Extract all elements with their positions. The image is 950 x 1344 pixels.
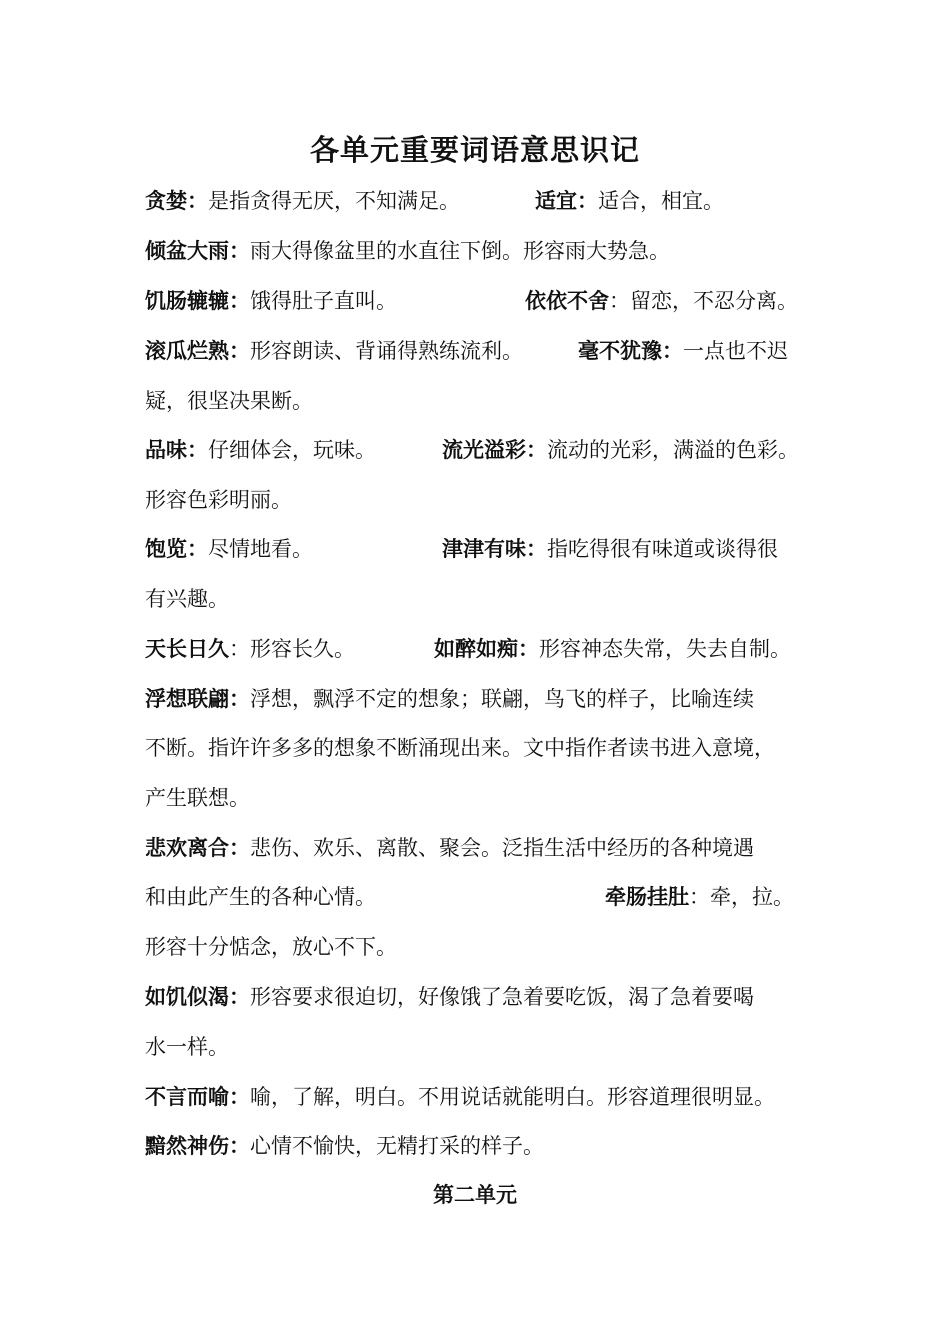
term-label: 滚瓜烂熟： — [145, 338, 250, 363]
entry-line — [145, 236, 670, 266]
entry-second-column — [434, 634, 791, 664]
term-label: 牵肠挂肚 — [605, 884, 689, 909]
term-label: 流光溢彩： — [442, 437, 547, 462]
entry-line — [145, 634, 791, 664]
section-heading: 第二单元 — [433, 1182, 517, 1207]
term-label: 如醉如痴： — [434, 636, 539, 661]
entry-line — [145, 435, 799, 465]
entry-second-column — [605, 882, 794, 912]
entry-continuation: 水一样。 — [145, 1035, 229, 1059]
term-label: 毫不犹豫： — [578, 338, 683, 363]
term-definition: 浮想，飘浮不定的想象；联翩，鸟飞的样子，比喻连续 — [250, 687, 754, 711]
term-label: 浮想联翩： — [145, 686, 250, 711]
term-definition: ：形容长久。 — [229, 637, 355, 661]
entry-continuation: 和由此产生的各种心情。 — [145, 885, 376, 909]
term-label: 贪婪： — [145, 188, 208, 213]
entry-second-column — [525, 286, 798, 316]
entry-line — [145, 882, 794, 912]
entry-line — [145, 833, 754, 863]
term-label: 天长日久 — [145, 636, 229, 661]
entry-second-column — [442, 435, 799, 465]
term-label: 饱览： — [145, 536, 208, 561]
term-label: 如饥似渴： — [145, 984, 250, 1009]
entry-line — [145, 286, 798, 316]
term-label: 依依不舍 — [525, 288, 609, 313]
entry-line — [145, 684, 754, 714]
entry-line — [145, 186, 724, 216]
term-definition: 喻，了解，明白。不用说话就能明白。形容道理很明显。 — [250, 1085, 775, 1109]
term-definition: 饿得肚子直叫。 — [250, 289, 397, 313]
entry-line — [145, 1131, 544, 1161]
term-label: 黯然神伤： — [145, 1133, 250, 1158]
term-label: 适宜： — [535, 188, 598, 213]
entry-line — [145, 534, 778, 564]
entry-continuation: 形容色彩明丽。 — [145, 488, 292, 512]
term-definition: 指吃得很有味道或谈得很 — [547, 537, 778, 561]
term-label: 饥肠辘辘： — [145, 288, 250, 313]
term-definition: 尽情地看。 — [208, 537, 313, 561]
term-definition: 流动的光彩，满溢的色彩。 — [547, 438, 799, 462]
term-label: 悲欢离合： — [145, 835, 250, 860]
term-definition: 形容要求很迫切，好像饿了急着要吃饭，渴了急着要喝 — [250, 985, 754, 1009]
term-definition: ：牵，拉。 — [689, 885, 794, 909]
entry-line — [145, 336, 788, 366]
term-definition: 悲伤、欢乐、离散、聚会。泛指生活中经历的各种境遇 — [250, 836, 754, 860]
entry-second-column — [535, 186, 724, 216]
entry-line — [145, 982, 754, 1012]
term-definition: 雨大得像盆里的水直往下倒。形容雨大势急。 — [250, 239, 670, 263]
term-definition: 形容朗读、背诵得熟练流利。 — [250, 339, 523, 363]
term-definition: 仔细体会，玩味。 — [208, 438, 376, 462]
entry-continuation: 形容十分惦念，放心不下。 — [145, 935, 397, 959]
term-label: 品味： — [145, 437, 208, 462]
entry-line — [145, 1082, 775, 1112]
term-definition: ：留恋，不忍分离。 — [609, 289, 798, 313]
entry-continuation: 疑，很坚决果断。 — [145, 389, 313, 413]
term-label: 倾盆大雨： — [145, 238, 250, 263]
entry-second-column — [442, 534, 778, 564]
term-definition: 形容神态失常，失去自制。 — [539, 637, 791, 661]
term-label: 不言而喻： — [145, 1084, 250, 1109]
page-title: 各单元重要词语意思识记 — [309, 133, 640, 167]
entry-continuation: 不断。指许许多多的想象不断涌现出来。文中指作者读书进入意境， — [145, 736, 775, 760]
term-label: 津津有味： — [442, 536, 547, 561]
term-definition: 心情不愉快，无精打采的样子。 — [250, 1134, 544, 1158]
entry-second-column — [578, 336, 788, 366]
term-definition: 一点也不迟 — [683, 339, 788, 363]
term-definition: 是指贪得无厌，不知满足。 — [208, 189, 460, 213]
term-definition: 适合，相宜。 — [598, 189, 724, 213]
entry-continuation: 产生联想。 — [145, 786, 250, 810]
entry-continuation: 有兴趣。 — [145, 587, 229, 611]
